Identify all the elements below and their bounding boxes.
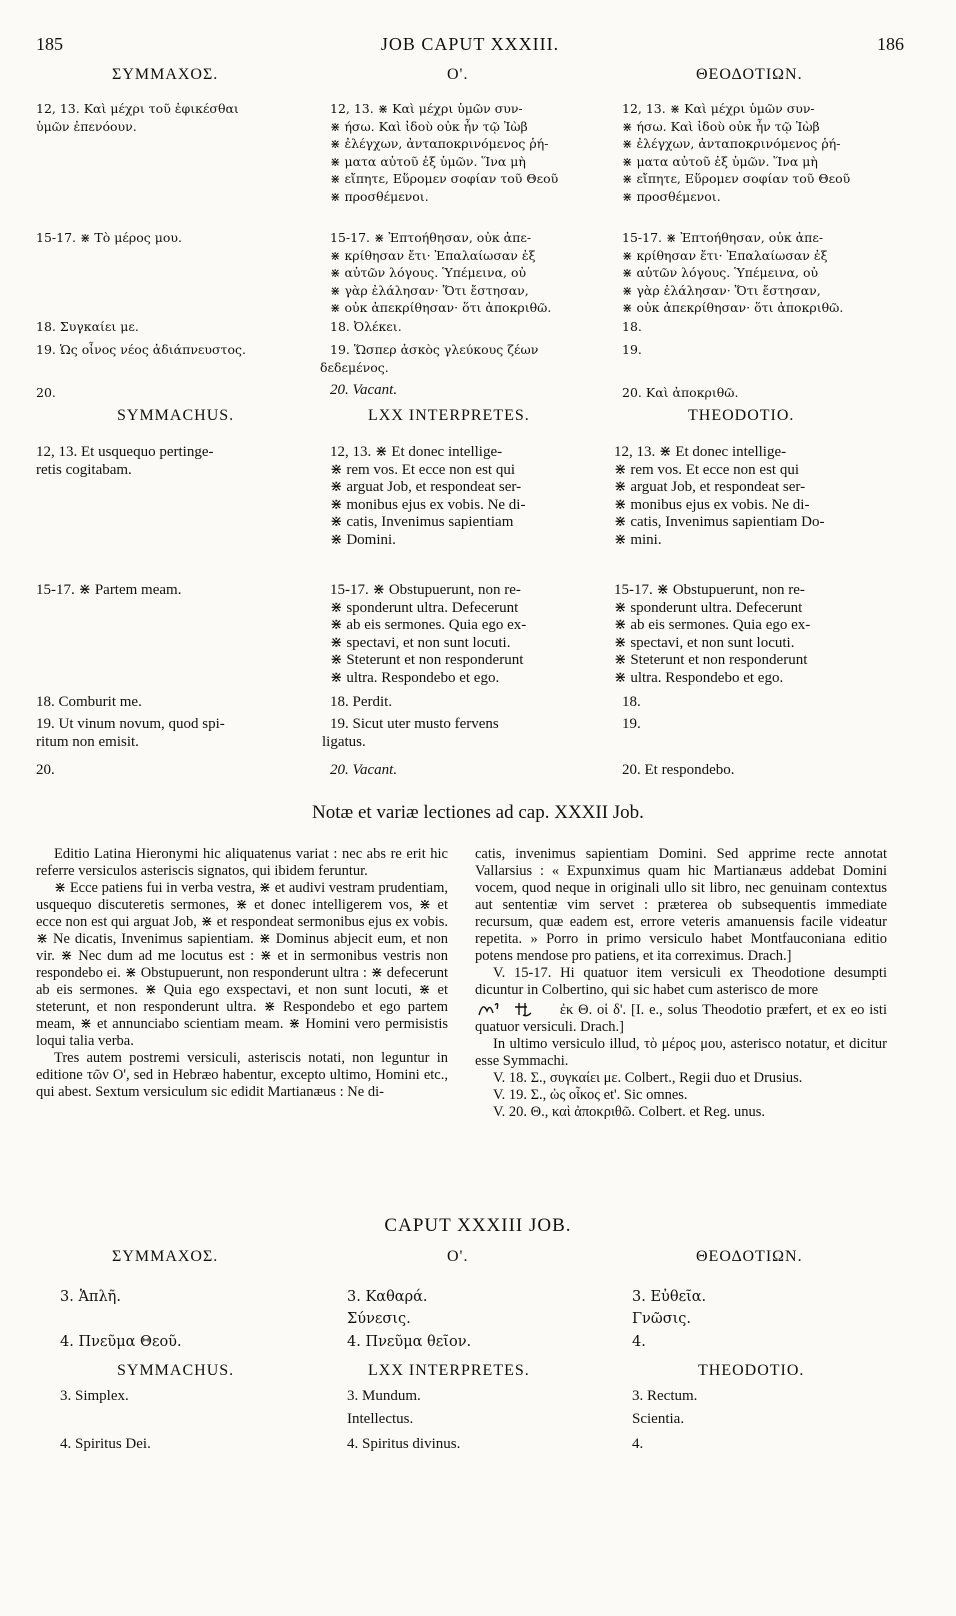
text-line: 4. Spiritus Dei. <box>60 1436 151 1452</box>
latin-symmachus-19 <box>36 716 225 751</box>
text-line: ⋇ Steterunt et non responderunt <box>614 652 808 668</box>
text-line: Σύνεσις. <box>347 1311 411 1327</box>
caput-latin-head-theodotio: THEODOTIO. <box>698 1362 805 1379</box>
text-line: 4. Spiritus divinus. <box>347 1436 461 1452</box>
note-paragraph: V. 15-17. Hi quatuor item versiculi ex Theodotione desumpti dicuntur in Colbertino, qui sic habet cum asterisco de more <box>475 965 887 998</box>
text-line: ⋇ αὐτῶν λόγους. Ὑπέμεινα, οὐ <box>330 265 527 280</box>
text-line: ⋇ ματα αὐτοῦ ἐξ ὑμῶν. Ἵνα μὴ <box>330 153 526 169</box>
text-line: ⋇ προσθέμενοι. <box>622 188 721 204</box>
latin-head-symmachus: SYMMACHUS. <box>117 407 235 424</box>
running-header <box>36 34 904 56</box>
text-line: 4. <box>632 1436 644 1452</box>
text-line: ⋇ catis, Invenimus sapientiam <box>330 514 514 530</box>
text-line: 20. Vacant. <box>330 762 398 778</box>
text-line: 3. Rectum. <box>632 1388 698 1404</box>
text-line: ritum non emisit. <box>36 733 139 750</box>
text-line: δεδεμένος. <box>320 360 389 375</box>
latin-symmachus-column <box>36 444 213 479</box>
text-line: 4. Πνεῦμα Θεοῦ. <box>60 1334 182 1350</box>
caput-latin-head-symmachus: SYMMACHUS. <box>117 1362 235 1379</box>
text-line: ⋇ spectavi, et non sunt locuti. <box>330 634 511 651</box>
notes-left-column <box>36 846 448 1101</box>
text-line: 20. <box>36 762 55 778</box>
text-line: Intellectus. <box>347 1411 414 1427</box>
text-line: ⋇ αὐτῶν λόγους. Ὑπέμεινα, οὐ <box>622 265 819 280</box>
notes-title: Notæ et variæ lectiones ad cap. XXXII Job. <box>312 802 644 823</box>
greek-lxx-column-2 <box>330 229 551 317</box>
text-line: 19. Sicut uter musto fervens <box>330 716 499 732</box>
text-line: 3. Καθαρά. <box>347 1289 428 1305</box>
latin-head-lxx: LXX INTERPRETES. <box>368 407 530 424</box>
latin-lxx-column <box>330 444 525 549</box>
latin-lxx-column-2 <box>330 582 526 687</box>
text-line: 18. Comburit me. <box>36 694 142 710</box>
text-line: ⋇ ultra. Respondebo et ego. <box>614 669 784 686</box>
latin-theodotio-column <box>614 444 824 549</box>
caput-latin-head-lxx: LXX INTERPRETES. <box>368 1362 530 1379</box>
text-line: ⋇ ήσω. Καὶ ἰδοὺ οὐκ ἦν τῷ Ἰὼβ <box>330 118 528 134</box>
text-line: ⋇ εἴπητε, Εὕρομεν σοφίαν τοῦ Θεοῦ <box>330 171 559 186</box>
text-line: ligatus. <box>322 734 366 750</box>
text-line: ⋇ ήσω. Καὶ ἰδοὺ οὐκ ἦν τῷ Ἰὼβ <box>622 118 820 134</box>
greek-theodotion-column-2 <box>622 229 843 317</box>
text-line: ⋇ monibus ejus ex vobis. Ne di- <box>330 496 526 513</box>
text-line: ὑμῶν ἐπενόουν. <box>36 118 137 134</box>
note-symbol-text: ἐκ Θ. οἱ δ'. [I. e., solus Theodotio præfert, et ex eo isti quatuor versiculi. Drach.] <box>475 1002 887 1035</box>
text-line: Γνῶσις. <box>632 1311 692 1327</box>
text-line: ⋇ mini. <box>614 531 662 548</box>
text-line: 15-17. ⋇ Partem meam. <box>36 582 182 598</box>
text-line: ⋇ εἴπητε, Εὕρομεν σοφίαν τοῦ Θεοῦ <box>622 171 851 186</box>
text-line: 4. <box>632 1334 646 1350</box>
text-line: ⋇ ἐλέγχων, ἀνταποκρινόμενος ῥή- <box>330 136 549 151</box>
text-line: 20. <box>36 385 56 400</box>
text-line: ⋇ γὰρ ἐλάλησαν· Ὅτι ἔστησαν, <box>330 282 529 298</box>
text-line: 15-17. ⋇ Obstupuerunt, non re- <box>330 582 521 598</box>
text-line: 3. Εὐθεῖα. <box>632 1289 707 1305</box>
text-line: ⋇ οὐκ ἀπεκρίθησαν· ὅτι ἀποκριθῶ. <box>622 300 844 315</box>
note-paragraph: In ultimo versiculo illud, τὸ μέρος μου, asterisco notatur, et dicitur esse Symmachi. <box>475 1036 887 1069</box>
text-line: 18. Ὀλέκει. <box>330 319 402 334</box>
greek-head-theodotion: ΘΕΟΔΟΤΙΩΝ. <box>696 66 803 83</box>
text-line: ⋇ rem vos. Et ecce non est qui <box>614 461 800 478</box>
text-line: 15-17. ⋇ Ἐπτοήθησαν, οὐκ ἀπε- <box>622 230 824 245</box>
caput-title: CAPUT XXXIII JOB. <box>384 1215 572 1236</box>
note-paragraph: ⋇ Ecce patiens fui in verba vestra, ⋇ et audivi vestram prudentiam, usquequo discuteretis sermones, ⋇ et donec intelligerem vos, ⋇ et ecce non est qui arguat Job, ⋇ et respondeat sermonibus ejus ex vobis. ⋇ Ne dicatis, Invenimus sapientiam. ⋇ Dominus abjecit eum, et non vir. ⋇ Nec dum ad me locutus est : ⋇ et in sermonibus vestris non respondebo ei. ⋇ Obstupuerunt, non responderunt ultra : ⋇ defecerunt ab eis sermones. ⋇ Quia ego exspectavi, et non sunt locuti, ⋇ et steterunt, et non responderunt ultra. ⋇ Respondebo et ego partem meam, ⋇ et annunciabo scientiam meam. ⋇ Homini vero permisistis loqui talia verba. <box>36 880 448 1049</box>
latin-theodotio-column-2 <box>614 582 810 687</box>
text-line: Scientia. <box>632 1411 685 1427</box>
greek-symmachus-column <box>36 100 239 135</box>
text-line: 18. <box>622 694 641 710</box>
text-line: 18. Perdit. <box>330 694 393 710</box>
text-line: ⋇ οὐκ ἀπεκρίθησαν· ὅτι ἀποκριθῶ. <box>330 300 552 315</box>
right-page-number: 186 <box>877 34 904 54</box>
caput-greek-head-lxx: Ο'. <box>447 1248 469 1265</box>
caput-greek-head-symmachus: ΣΥΜΜΑΧΟΣ. <box>112 1248 219 1265</box>
text-line: 18. <box>622 319 642 334</box>
text-line: 20. Καὶ ἀποκριθῶ. <box>622 385 739 400</box>
note-paragraph: V. 18. Σ., συγκαίει με. Colbert., Regii duo et Drusius. <box>493 1070 803 1086</box>
text-line: ⋇ monibus ejus ex vobis. Ne di- <box>614 496 810 513</box>
left-page-number: 185 <box>36 34 63 54</box>
text-line: 12, 13. Καὶ μέχρι τοῦ ἐφικέσθαι <box>36 101 239 116</box>
note-paragraph-with-symbols <box>475 999 887 1036</box>
greek-theodotion-column <box>622 100 850 205</box>
text-line: 19. <box>622 716 641 732</box>
text-line: 4. Πνεῦμα θεῖον. <box>347 1334 472 1350</box>
text-line: 3. Simplex. <box>60 1388 129 1404</box>
text-line: ⋇ catis, Invenimus sapientiam Do- <box>614 514 825 530</box>
text-line: ⋇ προσθέμενοι. <box>330 188 429 204</box>
text-line: ⋇ κρίθησαν ἔτι· Ἐπαλαίωσαν ἐξ <box>622 247 828 263</box>
page-title: JOB CAPUT XXXIII. <box>380 34 560 54</box>
note-paragraph: Editio Latina Hieronymi hic aliquatenus variat : nec abs re erit hic referre versiculos asteriscis signatos, qui ibidem feruntur. <box>36 846 448 879</box>
text-line: ⋇ ab eis sermones. Quia ego ex- <box>330 617 527 633</box>
text-line: 20. Vacant. <box>330 382 398 398</box>
text-line: ⋇ arguat Job, et respondeat ser- <box>614 479 806 495</box>
text-line: 3. Mundum. <box>347 1388 421 1404</box>
text-line: ⋇ γὰρ ἐλάλησαν· Ὅτι ἔστησαν, <box>622 282 821 298</box>
text-line: 12, 13. ⋇ Καὶ μέχρι ὑμῶν συν- <box>622 101 815 116</box>
text-line: 18. Συγκαίει με. <box>36 319 139 334</box>
text-line: ⋇ ματα αὐτοῦ ἐξ ὑμῶν. Ἵνα μὴ <box>622 153 818 169</box>
greek-head-lxx: Ο'. <box>447 66 469 83</box>
note-paragraph: V. 20. Θ., καὶ ἀποκριθῶ. Colbert. et Reg. unus. <box>493 1104 766 1120</box>
text-line: ⋇ arguat Job, et respondeat ser- <box>330 479 522 495</box>
text-line: ⋇ ab eis sermones. Quia ego ex- <box>614 617 811 633</box>
text-line: 12, 13. Et usquequo pertinge- <box>36 444 214 460</box>
caput-greek-head-theodotion: ΘΕΟΔΟΤΙΩΝ. <box>696 1248 803 1265</box>
text-line: ⋇ sponderunt ultra. Defecerunt <box>614 599 803 616</box>
text-line: retis cogitabam. <box>36 461 132 478</box>
text-line: 19. <box>622 342 642 357</box>
text-line: 3. Ἁπλῆ. <box>60 1289 121 1305</box>
text-line: 15-17. ⋇ Ἐπτοήθησαν, οὐκ ἀπε- <box>330 230 532 245</box>
text-line: 15-17. ⋇ Τὸ μέρος μου. <box>36 230 182 245</box>
text-line: 19. Ὥσπερ ἀσκὸς γλεύκους ζέων <box>330 342 539 357</box>
text-line: ⋇ spectavi, et non sunt locuti. <box>614 634 795 651</box>
text-line: ⋇ Domini. <box>330 531 396 548</box>
text-line: ⋇ κρίθησαν ἔτι· Ἐπαλαίωσαν ἐξ <box>330 247 536 263</box>
note-paragraph: Tres autem postremi versiculi, asteriscis notati, non leguntur in editione τῶν Ο', sed in Hebræo habentur, excepto ultimo, Homini etc., qui abest. Sextum versiculum sic edidit Martianæus : Ne di- <box>36 1050 448 1100</box>
text-line: ⋇ Steterunt et non responderunt <box>330 652 524 668</box>
text-line: 19. Ut vinum novum, quod spi- <box>36 716 225 732</box>
manuscript-symbol-icon <box>475 999 555 1019</box>
text-line: 12, 13. ⋇ Et donec intellige- <box>614 444 787 460</box>
note-paragraph: V. 19. Σ., ὡς οἶκος et'. Sic omnes. <box>493 1087 688 1103</box>
text-line: ⋇ ultra. Respondebo et ego. <box>330 669 500 686</box>
text-line: 15-17. ⋇ Obstupuerunt, non re- <box>614 582 805 598</box>
text-line: 12, 13. ⋇ Et donec intellige- <box>330 444 503 460</box>
greek-lxx-column <box>330 100 558 205</box>
text-line: ⋇ sponderunt ultra. Defecerunt <box>330 599 519 616</box>
notes-right-column <box>475 846 887 1121</box>
text-line: 20. Et respondebo. <box>622 762 735 778</box>
note-paragraph: catis, invenimus sapientiam Domini. Sed apprime recte annotat Vallarsius : « Expunximus quam hic Martianæus addebat Domini vocem, quod neque in originali ullo sit libro, nec genuinam contextus aut sententiæ vim servet : præterea ob subsequentis immediate recursum, quæ eadem est, errore veteris amanuensis facile videatur repetita. » Porro in primo versiculo habet Montfauconiana editio potens mendose pro patiens, et ita correximus. Drach.] <box>475 846 887 964</box>
greek-head-symmachus: ΣΥΜΜΑΧΟΣ. <box>112 66 219 83</box>
text-line: ⋇ ἐλέγχων, ἀνταποκρινόμενος ῥή- <box>622 136 841 151</box>
text-line: 19. Ὡς οἶνος νέος ἀδιάπνευστος. <box>36 342 246 357</box>
latin-head-theodotio: THEODOTIO. <box>688 407 795 424</box>
text-line: ⋇ rem vos. Et ecce non est qui <box>330 461 516 478</box>
text-line: 12, 13. ⋇ Καὶ μέχρι ὑμῶν συν- <box>330 101 523 116</box>
